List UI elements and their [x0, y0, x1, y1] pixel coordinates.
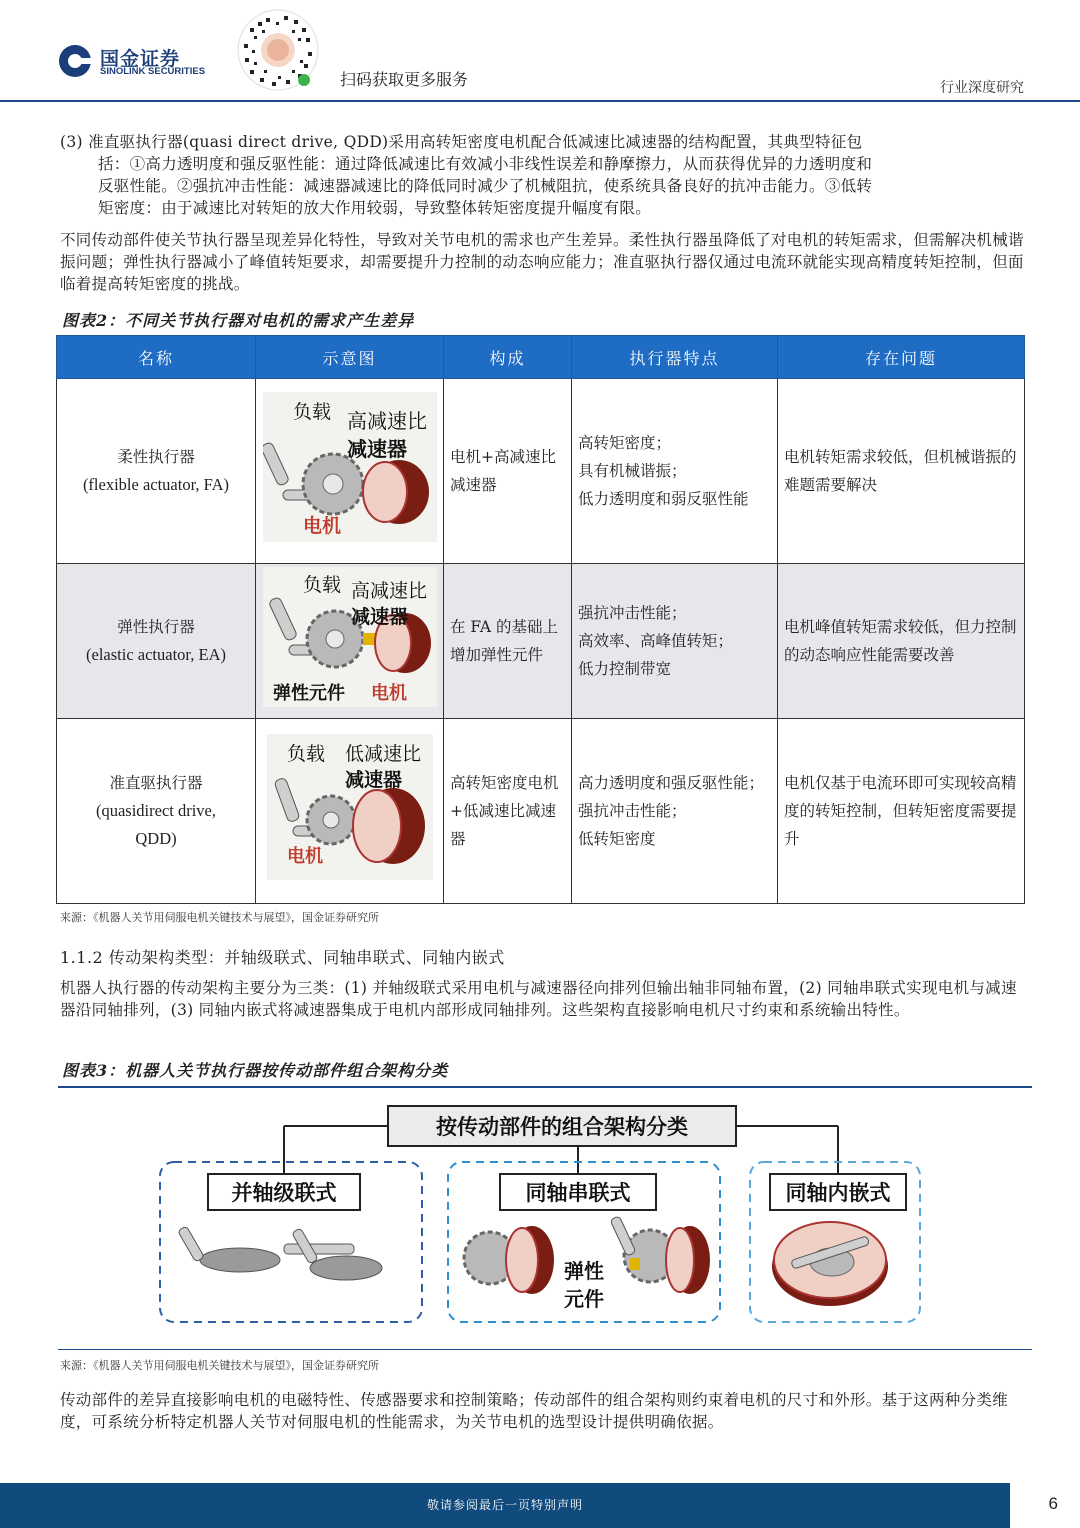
actuator-name-cell: [57, 379, 256, 564]
column-header: 执行器特点: [572, 336, 778, 379]
elastic-actuator-diagram: [263, 567, 437, 707]
diagram-label: 减速器: [344, 768, 402, 791]
footer-notice[interactable]: 敬请参阅最后一页特别声明: [426, 1498, 583, 1512]
flexible-actuator-diagram: [263, 392, 437, 542]
report-type: 行业深度研究: [940, 80, 1024, 96]
diagram-cell: [256, 719, 444, 904]
actuator-name-cell: [57, 564, 256, 719]
actuator-comparison-table: [56, 335, 1025, 904]
feature-item: 低转矩密度: [578, 830, 656, 848]
branch-label: 并轴级联式: [231, 1181, 337, 1205]
composition-cell: 高转矩密度电机+低减速比减速器: [444, 719, 572, 904]
figure3-source-divider: [58, 1349, 1032, 1350]
diagram-label: 减速器: [346, 436, 407, 461]
column-header: 名称: [57, 336, 256, 379]
root-node-label: 按传动部件的组合架构分类: [436, 1115, 688, 1139]
features-cell: [572, 379, 778, 564]
table-row: [57, 564, 1025, 719]
diagram-label: 高减速比: [346, 408, 427, 433]
feature-item: 高力透明度和强反驱性能；: [578, 774, 765, 792]
column-header: 示意图: [256, 336, 444, 379]
column-header: 存在问题: [778, 336, 1025, 379]
actuator-name-en: (quasidirect drive,: [95, 801, 217, 820]
features-cell: [572, 564, 778, 719]
branch-label: 同轴串联式: [525, 1181, 631, 1205]
diagram-label: 高减速比: [350, 579, 427, 602]
branch-label: 同轴内嵌式: [785, 1181, 891, 1205]
feature-item: 高效率、高峰值转矩；: [578, 632, 734, 650]
features-cell: [572, 719, 778, 904]
brand-name-cn: 国金证券: [100, 48, 181, 70]
feature-item: 强抗冲击性能；: [578, 802, 687, 820]
composition-cell: 电机+高减速比减速器: [444, 379, 572, 564]
elastic-element-label: 弹性: [564, 1259, 604, 1283]
diagram-label: 电机: [302, 514, 341, 537]
figure3-source: 来源：《机器人关节用伺服电机关键技术与展望》，国金证券研究所: [60, 1359, 379, 1372]
actuator-name-cn: 准直驱执行器: [109, 774, 203, 792]
qr-caption: 扫码获取更多服务: [340, 70, 469, 89]
figure3-title: 图表3：机器人关节执行器按传动部件组合架构分类: [62, 1061, 449, 1080]
header-divider: [0, 100, 1080, 102]
composition-cell: 在 FA 的基础上增加弹性元件: [444, 564, 572, 719]
diagram-label: 减速器: [350, 605, 408, 628]
paragraph-differences: 不同传动部件使关节执行器呈现差异化特性，导致对关节电机的需求也产生差异。柔性执行器虽降低了对电机的转矩需求，但需解决机械谐振问题；弹性执行器减小了峰值转矩要求，却需要提升力控制的动态响应能力；准直驱执行器仅通过电流环就能实现高精度转矩控制，但面临着提高转矩密度的挑战。: [60, 231, 1024, 293]
feature-item: 高转矩密度；: [578, 434, 672, 452]
diagram-label: 电机: [286, 845, 323, 867]
brand-name-en: SINOLINK SECURITIES: [100, 66, 206, 77]
sinolink-logo-icon: [58, 44, 92, 78]
paragraph-qdd-line: 括：①高力透明度和强反驱性能：通过降低减速比有效减小非线性误差和静摩擦力，从而获得优异的力透明度和: [98, 155, 873, 173]
actuator-name-cn: 柔性执行器: [117, 448, 195, 466]
paragraph-qdd-line: (3) 准直驱执行器(quasi direct drive, QDD)采用高转矩密度电机配合低减速比减速器的结构配置，其典型特征包: [60, 133, 863, 151]
table-row: [57, 719, 1025, 904]
architecture-classification-diagram: [150, 1098, 930, 1338]
diagram-cell: [256, 564, 444, 719]
actuator-name-en: (flexible actuator, FA): [82, 475, 230, 494]
qdd-actuator-diagram: [267, 734, 433, 880]
feature-item: 低力控制带宽: [578, 660, 672, 678]
issues-cell: 电机峰值转矩需求较低，但力控制的动态响应性能需要改善: [778, 564, 1025, 719]
diagram-label: 电机: [370, 682, 407, 704]
diagram-cell: [256, 379, 444, 564]
diagram-label: 负载: [286, 742, 325, 765]
issues-cell: 电机转矩需求较低，但机械谐振的难题需要解决: [778, 379, 1025, 564]
section-title: 1.1.2 传动架构类型：并轴级联式、同轴串联式、同轴内嵌式: [60, 948, 505, 967]
paragraph-qdd-line: 矩密度：由于减速比对转矩的放大作用较弱，导致整体转矩密度提升幅度有限。: [98, 199, 652, 217]
diagram-label: 负载: [302, 573, 341, 596]
feature-item: 低力透明度和弱反驱性能: [578, 490, 749, 508]
diagram-label: 低减速比: [344, 742, 421, 765]
page-number: 6: [1048, 1494, 1058, 1513]
table-header-row: [57, 336, 1025, 379]
issues-cell: 电机仅基于电流环即可实现较高精度的转矩控制，但转矩密度需要提升: [778, 719, 1025, 904]
feature-item: 具有机械谐振；: [578, 462, 687, 480]
paragraph-architecture: 机器人执行器的传动架构主要分为三类：(1) 并轴级联式采用电机与减速器径向排列但输出轴非同轴布置，(2) 同轴串联式实现电机与减速器沿同轴排列，(3) 同轴内嵌式将减速器集成于电机内部形成同轴排列。这些架构直接影响电机尺寸约束和系统输出特性。: [60, 979, 1017, 1019]
figure3-divider: [58, 1086, 1032, 1088]
actuator-name-cell: [57, 719, 256, 904]
figure2-source: 来源：《机器人关节用伺服电机关键技术与展望》，国金证券研究所: [60, 911, 379, 924]
qr-code-icon[interactable]: [236, 8, 320, 92]
diagram-label: 弹性元件: [272, 682, 345, 704]
feature-item: 强抗冲击性能；: [578, 604, 687, 622]
actuator-name-cn: 弹性执行器: [117, 618, 195, 636]
column-header: 构成: [444, 336, 572, 379]
table-row: [57, 379, 1025, 564]
figure2-title: 图表2：不同关节执行器对电机的需求产生差异: [62, 311, 415, 330]
actuator-name-en: (elastic actuator, EA): [86, 645, 226, 664]
paragraph-summary: 传动部件的差异直接影响电机的电磁特性、传感器要求和控制策略；传动部件的组合架构则约束着电机的尺寸和外形。基于这两种分类维度，可系统分析特定机器人关节对伺服电机的性能需求，为关节电机的选型设计提供明确依据。: [60, 1391, 1009, 1431]
paragraph-qdd-line: 反驱性能。②强抗冲击性能：减速器减速比的降低同时减少了机械阻抗，使系统具备良好的抗冲击能力。③低转: [98, 177, 873, 195]
diagram-label: 负载: [292, 400, 331, 423]
actuator-name-en: QDD): [135, 829, 177, 848]
paragraph-qdd: [60, 131, 1026, 219]
elastic-element-label: 元件: [564, 1287, 604, 1311]
